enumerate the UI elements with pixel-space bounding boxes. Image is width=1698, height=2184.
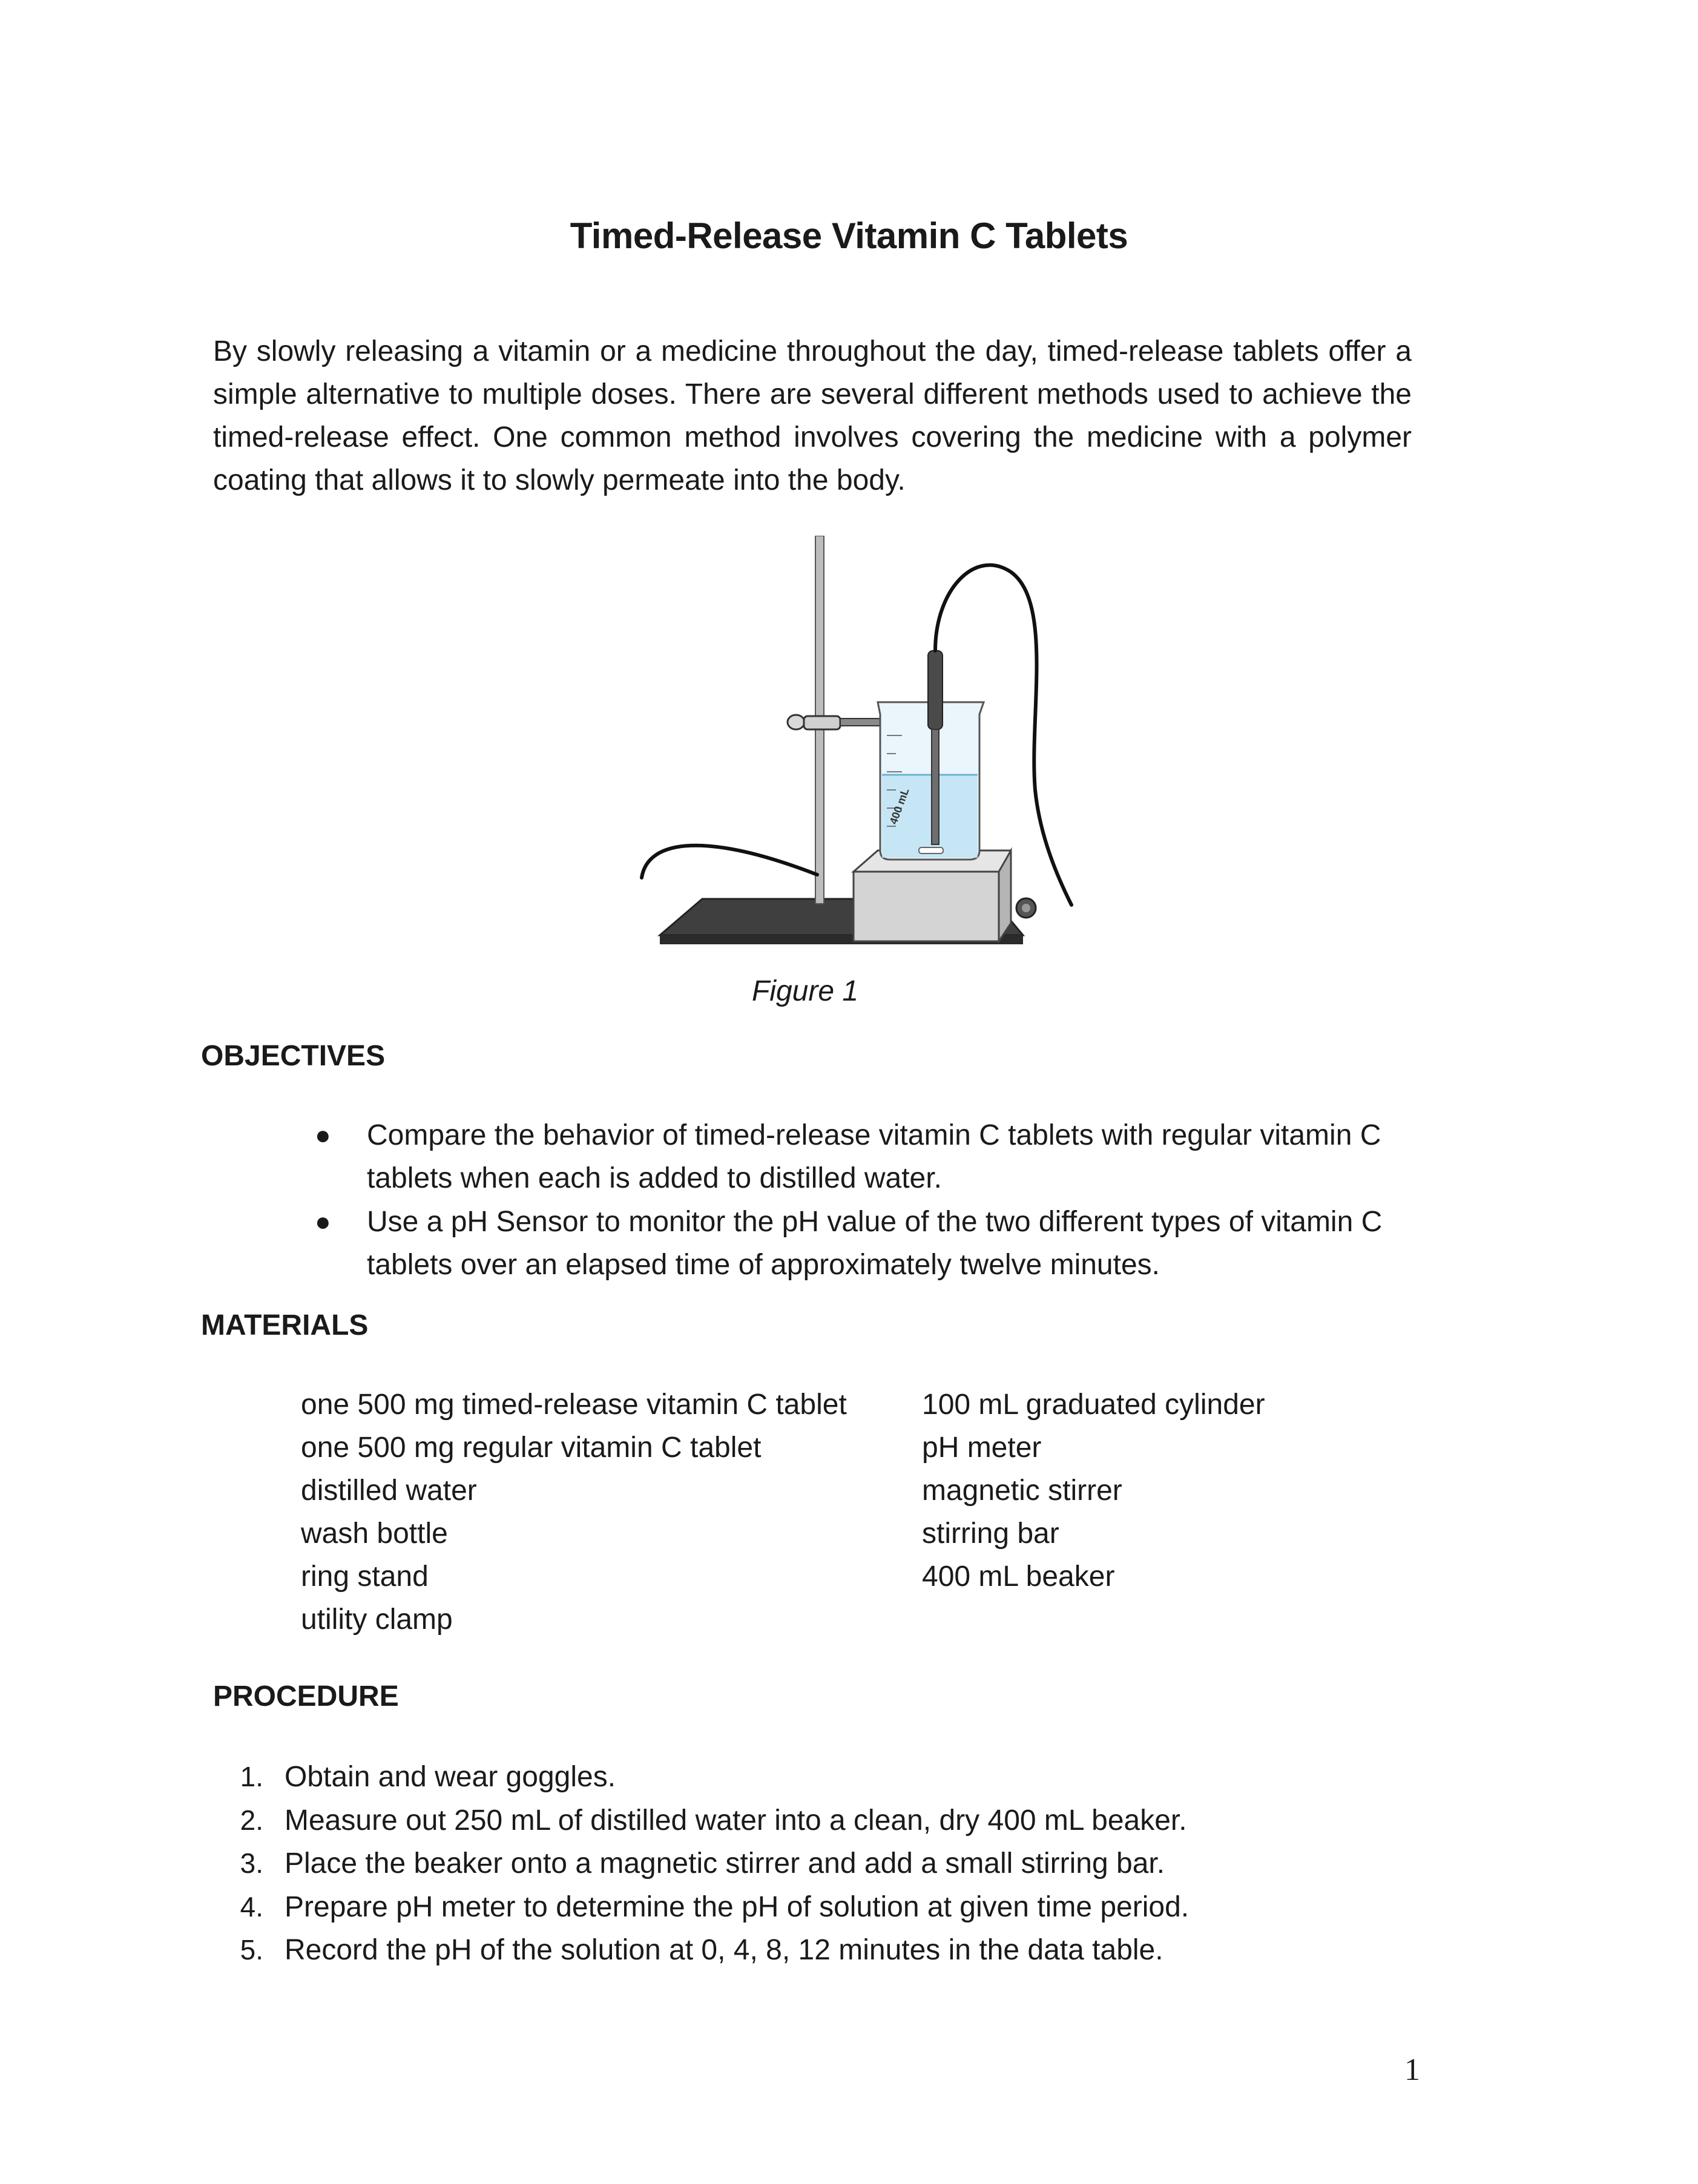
objectives-heading: OBJECTIVES	[201, 1040, 386, 1072]
page-title: Timed-Release Vitamin C Tablets	[570, 215, 1128, 256]
bullet-icon: ●	[315, 1120, 331, 1150]
clamp-body	[804, 716, 840, 729]
step-text: Measure out 250 mL of distilled water into a clean, dry 400 mL beaker.	[285, 1804, 1187, 1837]
list-item: stirring bar	[922, 1518, 1059, 1550]
list-item	[315, 1200, 1404, 1286]
step-number: 1.	[240, 1761, 263, 1792]
step-number: 5.	[240, 1934, 263, 1965]
step-number: 2.	[240, 1804, 263, 1836]
apparatus-figure	[636, 536, 1078, 959]
figure-caption: Figure 1	[751, 975, 859, 1007]
list-item: pH meter	[922, 1432, 1042, 1464]
objective-text: Compare the behavior of timed-release vitamin C tablets with regular vitamin C tablets when each is added to distilled water.	[367, 1119, 1381, 1194]
step-number: 3.	[240, 1847, 263, 1879]
beaker-label: 400 mL	[887, 786, 912, 826]
stirring-bar	[919, 847, 943, 854]
list-item: one 500 mg timed-release vitamin C tablet	[301, 1389, 847, 1421]
materials-heading: MATERIALS	[201, 1309, 369, 1341]
stirrer-knob-inner	[1022, 904, 1030, 912]
ph-probe-handle	[928, 651, 943, 729]
intro-paragraph: By slowly releasing a vitamin or a medicine throughout the day, timed-release tablets offer a simple alternative to multiple doses. There are several different methods used to achieve the timed-release effect. One common method involves covering the medicine with a polymer coating that allows it to slowly permeate into the body.	[213, 335, 1412, 496]
list-item	[227, 1842, 1559, 1886]
step-text: Prepare pH meter to determine the pH of solution at given time period.	[285, 1890, 1190, 1923]
clamp-knob	[788, 715, 805, 729]
procedure-heading: PROCEDURE	[213, 1680, 399, 1712]
bullet-icon: ●	[315, 1207, 331, 1237]
list-item: distilled water	[301, 1475, 477, 1507]
list-item: magnetic stirrer	[922, 1475, 1122, 1507]
list-item: 100 mL graduated cylinder	[922, 1389, 1265, 1421]
stirrer-front	[854, 872, 999, 941]
materials-right-column	[922, 1383, 1265, 1598]
step-text: Place the beaker onto a magnetic stirrer and add a small stirring bar.	[285, 1847, 1165, 1880]
list-item	[315, 1114, 1404, 1200]
list-item	[227, 1929, 1559, 1972]
list-item	[227, 1799, 1559, 1843]
list-item: one 500 mg regular vitamin C tablet	[301, 1432, 762, 1464]
step-text: Obtain and wear goggles.	[285, 1761, 616, 1793]
ph-probe-stem	[932, 729, 939, 844]
step-number: 4.	[240, 1890, 263, 1923]
list-item: wash bottle	[301, 1518, 448, 1550]
objective-text: Use a pH Sensor to monitor the pH value of the two different types of vitamin C tablets over an elapsed time of approximately twelve minutes.	[367, 1206, 1383, 1281]
materials-left-column	[301, 1383, 847, 1641]
list-item	[227, 1886, 1559, 1929]
list-item: 400 mL beaker	[922, 1561, 1115, 1593]
page-number: 1	[1404, 2053, 1420, 2087]
list-item	[227, 1755, 1559, 1799]
list-item: ring stand	[301, 1561, 429, 1593]
step-text: Record the pH of the solution at 0, 4, 8, 12 minutes in the data table.	[285, 1934, 1163, 1966]
list-item: utility clamp	[301, 1603, 453, 1636]
objectives-list	[315, 1114, 1404, 1287]
procedure-list	[227, 1755, 1559, 1972]
probe-cable-left	[642, 846, 817, 878]
